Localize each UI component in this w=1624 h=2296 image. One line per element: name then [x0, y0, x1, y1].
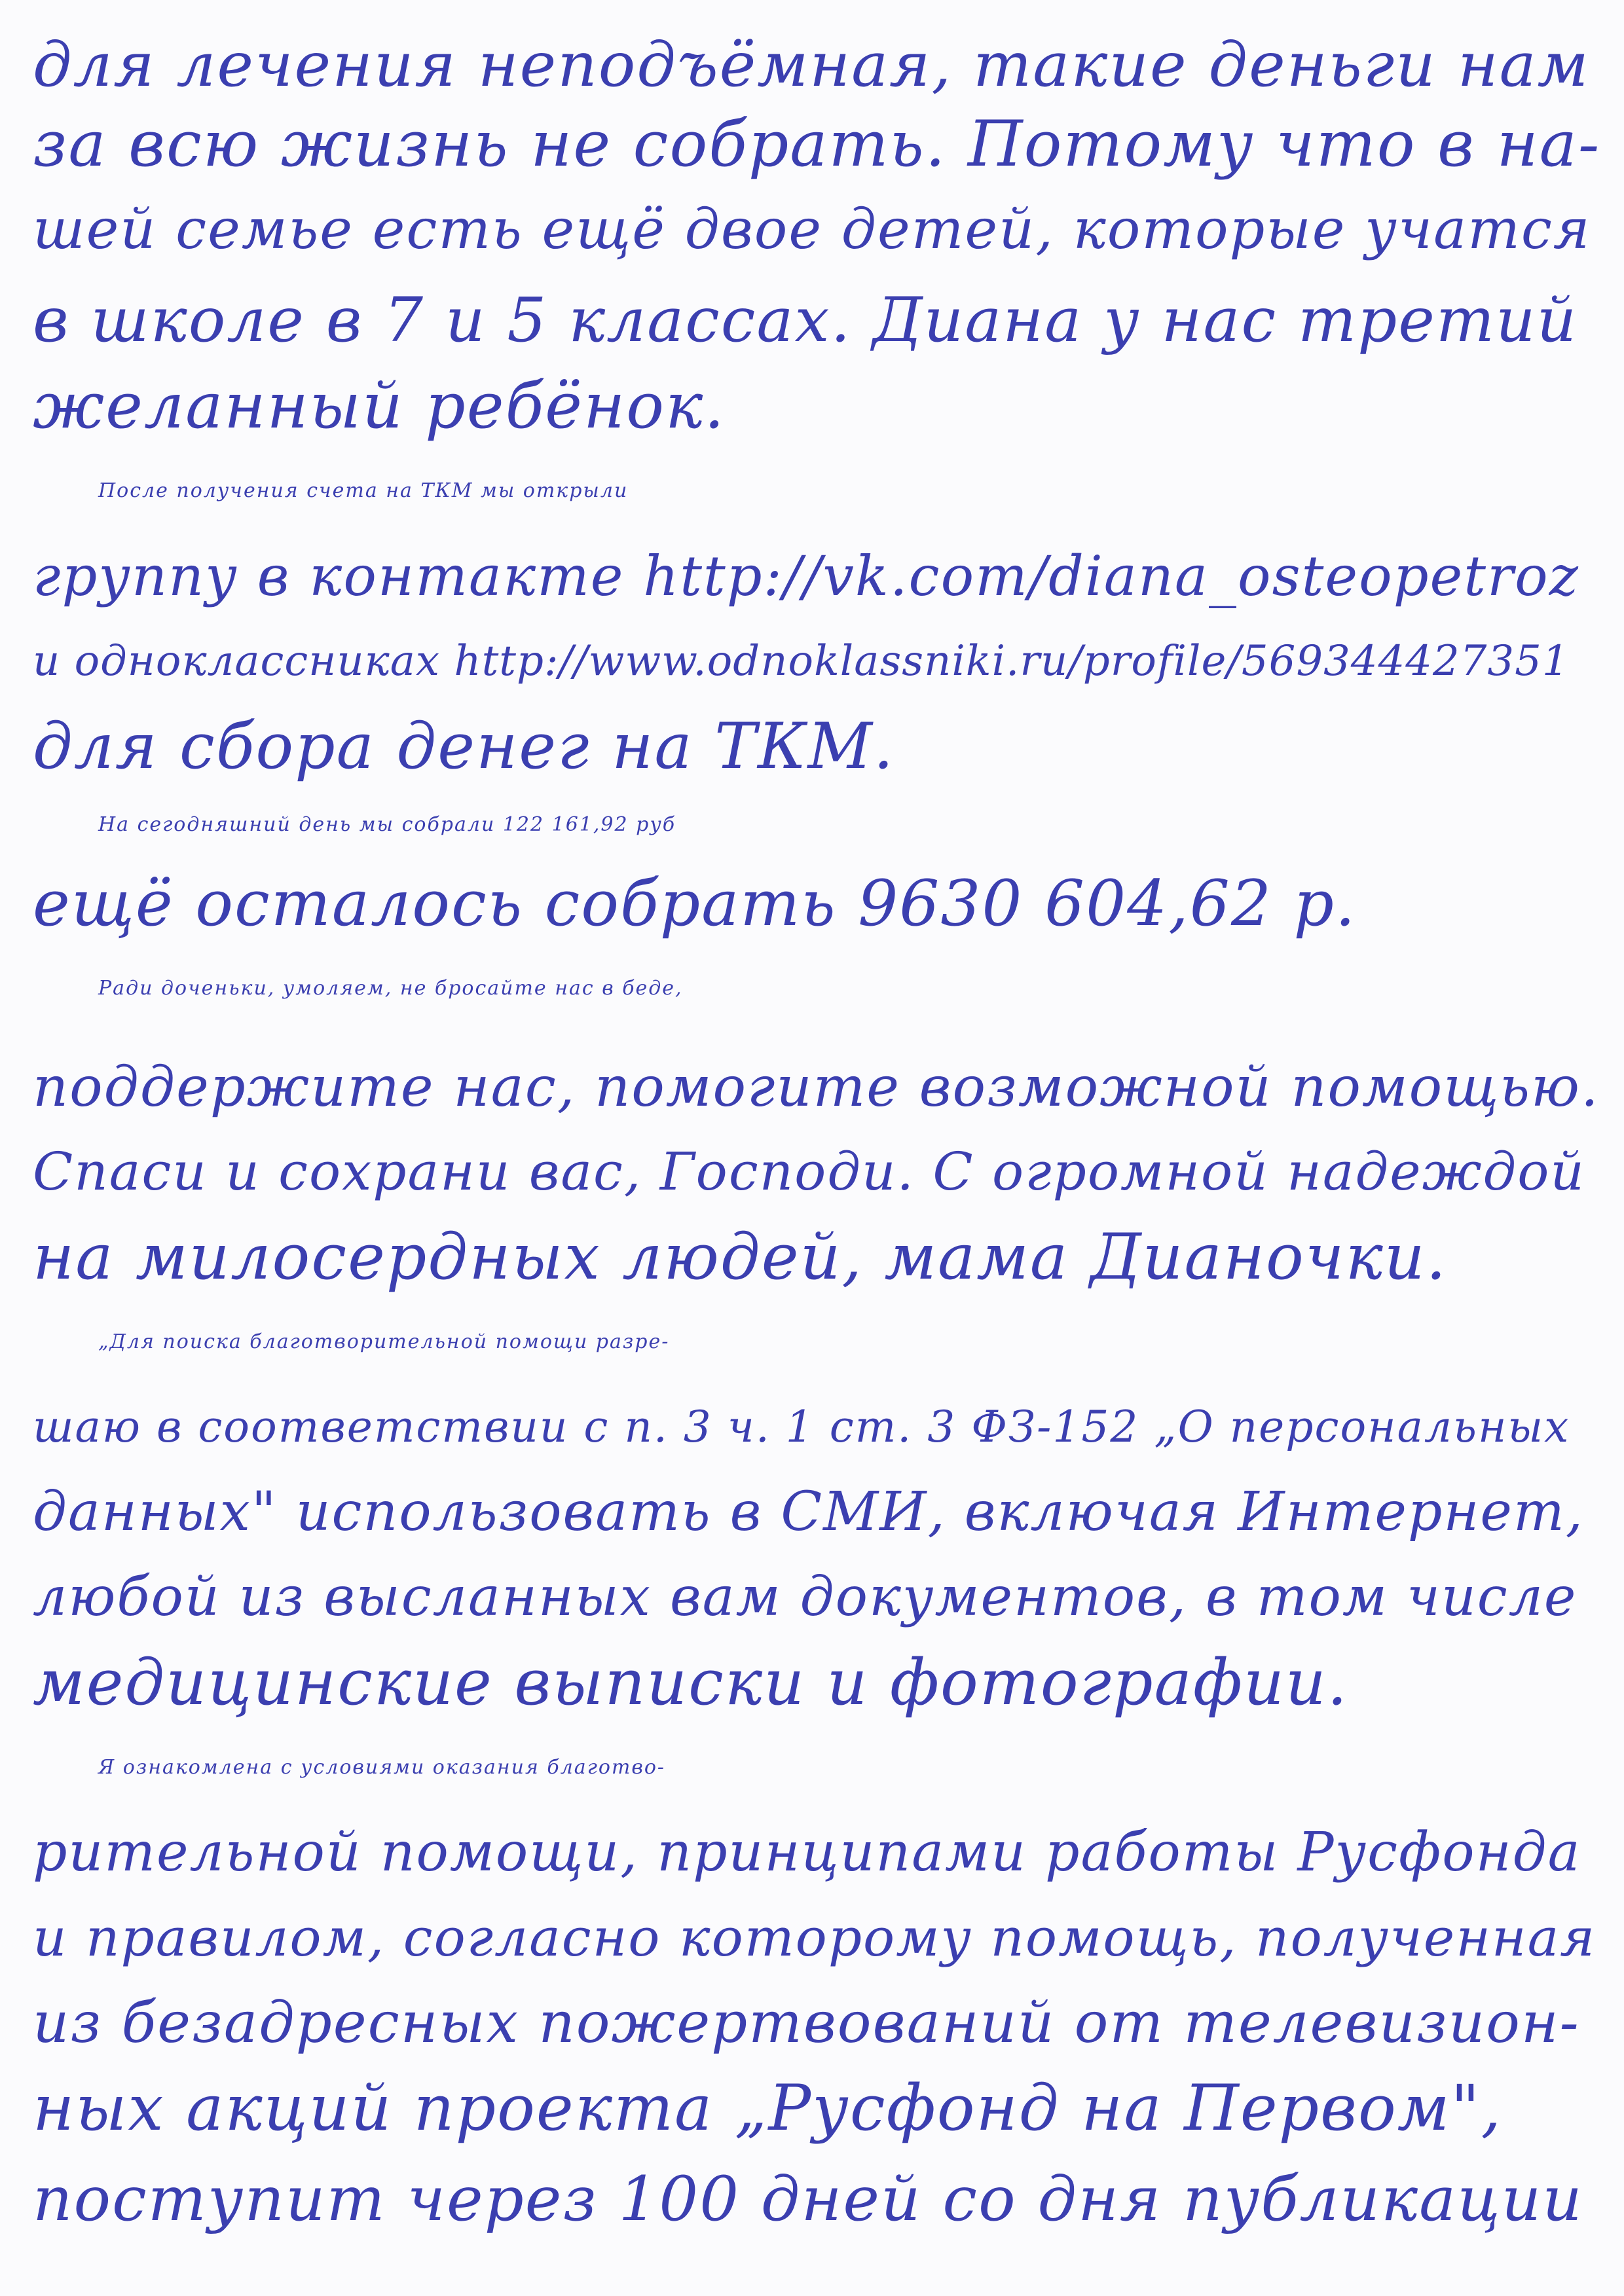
- letter-line-3: шей семье есть ещё двое детей, которые учатся: [33, 197, 1591, 261]
- letter-line-5: желанный ребёнок.: [33, 369, 726, 443]
- letter-line-23: и правилом, согласно которому помощь, полученная: [33, 1907, 1596, 1968]
- letter-line-22: рительной помощи, принципами работы Русфонда: [33, 1821, 1581, 1884]
- letter-line-16: „Для поиска благотворительной помощи разре-: [98, 1330, 670, 1353]
- letter-line-10: На сегодняшний день мы собрали 122 161,92 руб: [98, 813, 676, 836]
- letter-line-1: для лечения неподъёмная, такие деньги нам: [33, 29, 1590, 101]
- letter-line-4: в школе в 7 и 5 классах. Диана у нас третий: [33, 285, 1578, 356]
- letter-line-12: Ради доченьки, умоляем, не бросайте нас в беде,: [98, 977, 683, 1000]
- letter-line-7: группу в контакте http://vk.com/diana_osteopetroz: [33, 544, 1579, 608]
- letter-line-11: ещё осталось собрать 9630 604,62 р.: [33, 867, 1357, 940]
- letter-line-8: и одноклассниках http://www.odnoklassniki.ru/profile/569344427351: [33, 637, 1570, 685]
- letter-line-13: поддержите нас, помогите возможной помощью.: [33, 1055, 1600, 1119]
- letter-line-20: медицинские выписки и фотографии.: [33, 1646, 1349, 1719]
- letter-line-2: за всю жизнь не собрать. Потому что в на-: [33, 107, 1601, 181]
- letter-line-18: данных" использовать в СМИ, включая Интернет,: [33, 1481, 1584, 1543]
- letter-line-17: шаю в соответствии с п. 3 ч. 1 ст. 3 ФЗ-152 „О персональных: [33, 1402, 1570, 1452]
- letter-line-25: ных акций проекта „Русфонд на Первом",: [33, 2071, 1503, 2145]
- letter-line-21: Я ознакомлена с условиями оказания благотво-: [98, 1756, 666, 1779]
- letter-line-19: любой из высланных вам документов, в том числе: [33, 1566, 1578, 1628]
- letter-line-24: из безадресных пожертвований от телевизион-: [33, 1990, 1580, 2056]
- letter-line-26: поступит через 100 дней со дня публикации: [33, 2164, 1583, 2235]
- letter-line-14: Спаси и сохрани вас, Господи. С огромной надеждой: [33, 1141, 1585, 1202]
- letter-line-9: для сбора денег на ТКМ.: [33, 710, 895, 783]
- letter-line-6: После получения счета на ТКМ мы открыли: [98, 479, 629, 502]
- letter-line-15: на милосердных людей, мама Дианочки.: [33, 1220, 1448, 1294]
